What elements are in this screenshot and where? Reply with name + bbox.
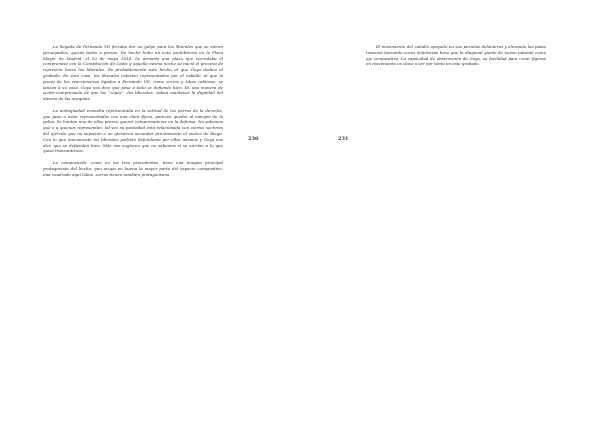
left-paragraph-3: La composición, como en las tres precedentes, tiene una imagen principal protagonista del hecho, que ocupa en buena la mayor parte del espacio compositivo, una cuadrado aquí lobos, zorros tienen también protagonismo. — [43, 159, 223, 177]
left-page-text — [43, 44, 223, 183]
right-page-number: 231 — [338, 136, 349, 142]
right-page-text — [366, 44, 546, 73]
right-paragraph-1: El movimiento del caballo apoyado en sus pezuñas delanteras y elevando las patas traseras lanzando coces defensivas hace que la diagonal quede de nuevo patente como eje compositivo. La capacidad de observación de Goya, su facilidad para crear figuras en movimiento es clave a ser por tanto en este grabado. — [366, 44, 546, 67]
left-page-number: 230 — [248, 136, 259, 142]
right-page — [300, 0, 600, 424]
left-paragraph-2: La ambigüedad envuelta representada en la actitud de los perros de la derecha, que pese a estar representados con una clara fijeza, parecen quedar al margen de la pelea. Se limitan uno de ellos parece querer comprometerse en la defensa. No sabemos qué o a quienes representan, tal vez su pasividad está relacionada con ciertos sectores del ejército que no supieron o no quisieron secundar prontamente el vuelco de Riego. Con lo que únicamente los liberales podrían defenderse por ellos mismos y Goya nos dice que se defienden bien. Más nos sugieren que no sabemos si se unirían a lo que quiso transmitirnos. — [43, 107, 223, 154]
left-paragraph-1: La llegada de Fernando VII forzaba dar un golpe para los liberales que se vieron perseguidos, quizás todos o presos. De hecho hubo un acto prohibitorio en la Plaza Mayor de Madrid, el 10 de mayo 1814. Se armaría una plaza que recordaba el compromiso con la Constitución de Cádiz y aquella misma noche se inició el proceso de represión hacia los liberales. Es probablemente este hecho al que Goya dedica el grabado. En este caso, los liberales estarían representados por el caballo, al que la jauría de los reaccionarios ligados a Fernando VII, como zorros y lobos rabiosos, se lanzan a su caza. Goya nos dice que pese a todo se defiende bien. Es una manera de sentir-comprensión de que los “zopos” –los liberales– saben mantener la dignidad del ideario de las acequias. — [43, 44, 223, 102]
